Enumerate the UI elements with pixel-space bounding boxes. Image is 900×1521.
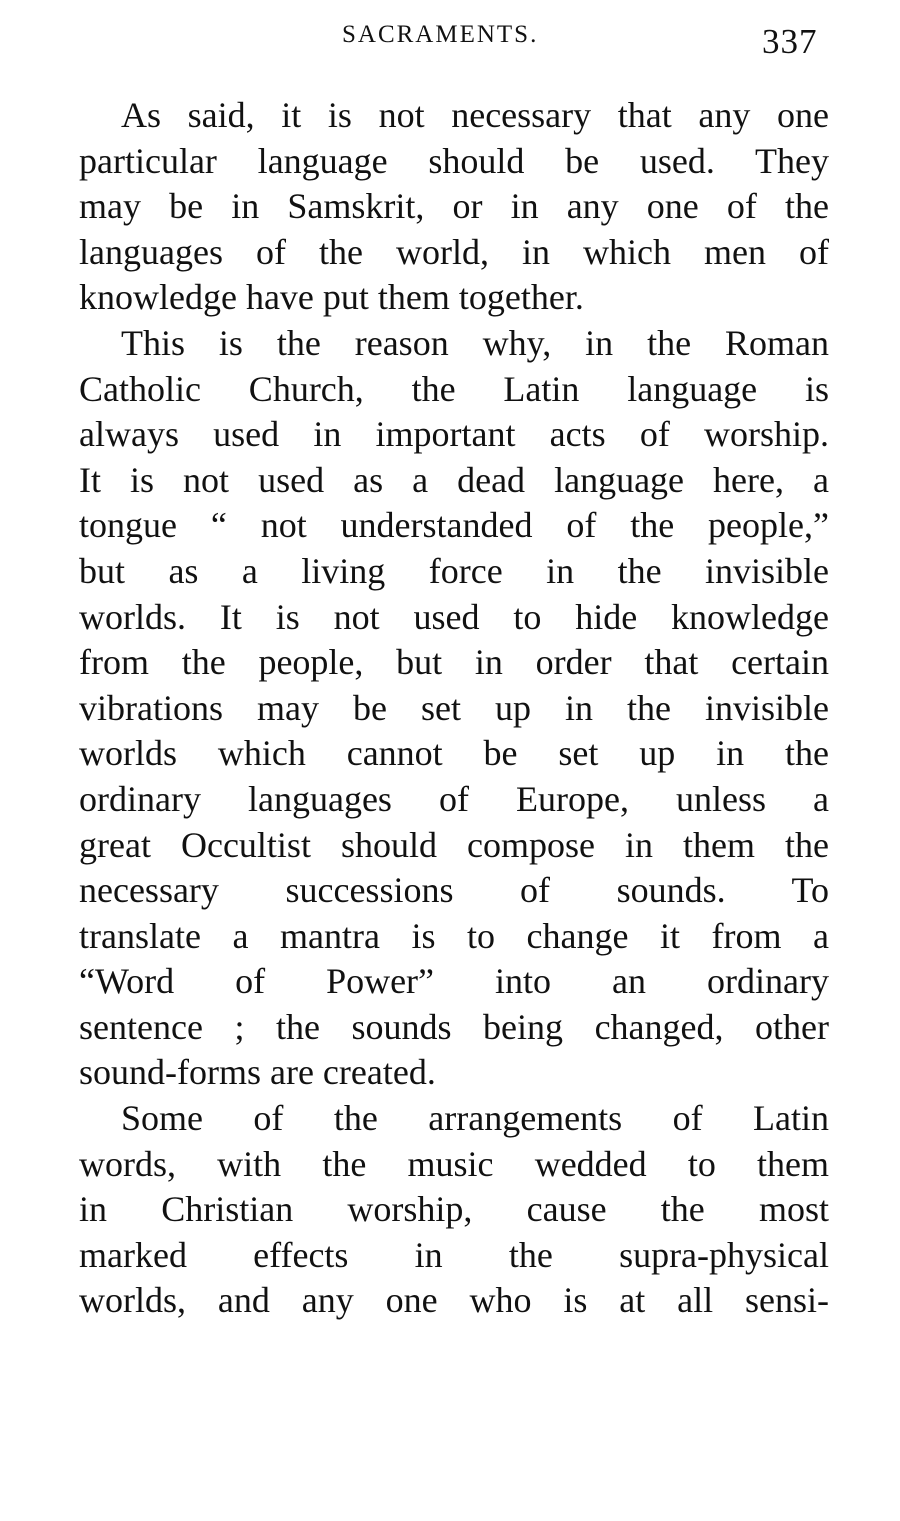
text-line: from the people, but in order that certain xyxy=(79,642,829,683)
text-line: knowledge have put them together. xyxy=(79,277,584,318)
text-line: ordinary languages of Europe, unless a xyxy=(79,778,829,819)
text-line: worlds which cannot be set up in the xyxy=(79,733,829,774)
running-title: SACRAMENTS. xyxy=(342,21,539,48)
text-line: “Word of Power” into an ordinary xyxy=(79,961,829,1002)
text-line: always used in important acts of worship. xyxy=(79,414,829,455)
text-line: but as a living force in the invisible xyxy=(79,550,829,591)
text-line: It is not used as a dead language here, a xyxy=(79,459,829,500)
page-number: 337 xyxy=(762,22,818,61)
text-line: worlds, and any one who is at all sensi- xyxy=(79,1280,829,1321)
text-line: As said, it is not necessary that any one xyxy=(121,95,829,135)
text-line: languages of the world, in which men of xyxy=(79,231,829,272)
text-line: Some of the arrangements of Latin xyxy=(121,1098,829,1139)
text-line: This is the reason why, in the Roman xyxy=(121,322,829,363)
text-line: marked effects in the supra-physical xyxy=(79,1234,829,1275)
text-line: tongue “ not understanded of the people,” xyxy=(79,505,829,546)
text-line: vibrations may be set up in the invisible xyxy=(79,687,829,728)
text-line: sound-forms are created. xyxy=(79,1052,436,1093)
text-line: sentence ; the sounds being changed, other xyxy=(79,1006,829,1047)
text-line: particular language should be used. They xyxy=(79,140,829,181)
body-text xyxy=(79,93,829,1324)
text-line: Catholic Church, the Latin language is xyxy=(79,368,829,409)
text-line: necessary successions of sounds. To xyxy=(79,870,829,911)
text-line: in Christian worship, cause the most xyxy=(79,1189,829,1230)
text-line: great Occultist should compose in them the xyxy=(79,824,829,865)
text-line: translate a mantra is to change it from a xyxy=(79,915,829,956)
text-line: may be in Samskrit, or in any one of the xyxy=(79,186,829,227)
text-line: worlds. It is not used to hide knowledge xyxy=(79,596,829,637)
text-line: words, with the music wedded to them xyxy=(79,1143,829,1184)
